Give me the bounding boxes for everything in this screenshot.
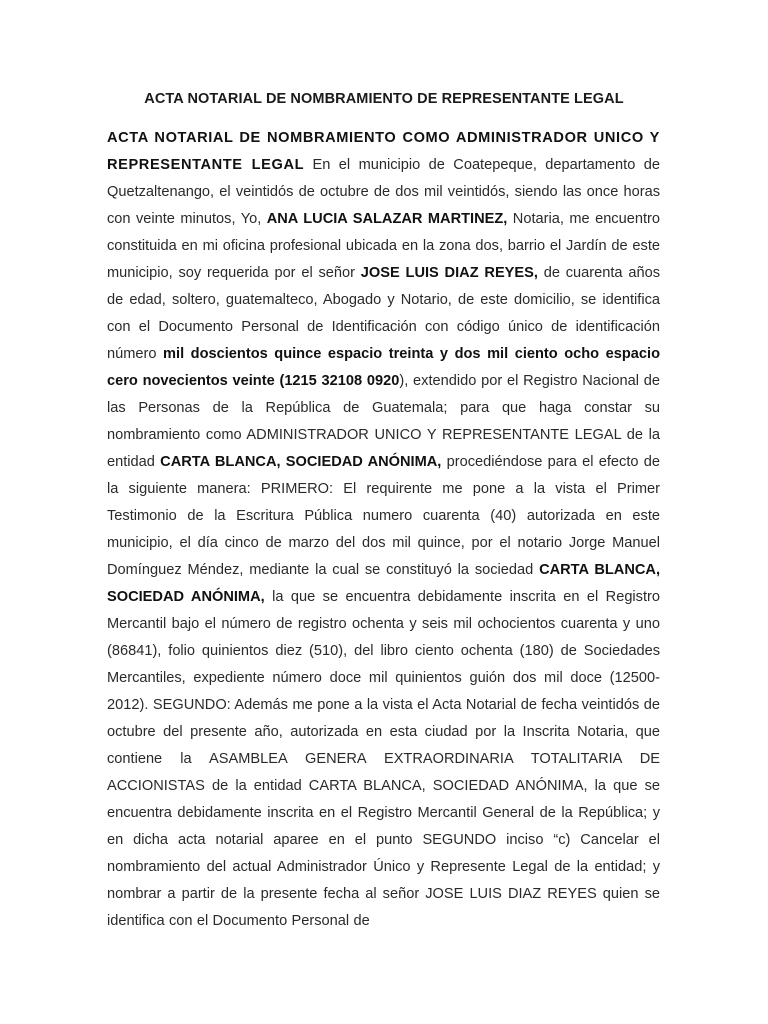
bold-text-segment: ACTA NOTARIAL DE NOMBRAMIENTO COMO ADMINISTRADOR UNICO Y REPRESENTANTE LEGAL <box>107 130 660 173</box>
text-segment: En el municipio de Coatepeque, departamento de Quetzaltenango, el veintidós de octubre de dos mil veintidós, siendo las once horas con veinte minutos, Yo, <box>107 157 660 227</box>
bold-text-segment: JOSE LUIS DIAZ REYES, <box>360 265 538 281</box>
text-segment: procediéndose para el efecto de la siguiente manera: PRIMERO: El requirente me pone a la vista el Primer Testimonio de la Escritura Pública numero cuarenta (40) autorizada en este municipio, el día cinco de marzo del dos mil quince, por el notario Jorge Manuel Domínguez Méndez, mediante la cual se constituyó la sociedad <box>107 454 660 578</box>
document-title: ACTA NOTARIAL DE NOMBRAMIENTO DE REPRESENTANTE LEGAL <box>144 91 624 107</box>
document-body <box>107 125 660 935</box>
bold-text-segment: mil doscientos quince espacio treinta y dos mil ciento ocho espacio cero novecientos veinte (1215 32108 0920 <box>107 346 661 389</box>
bold-text-segment: CARTA BLANCA, SOCIEDAD ANÓNIMA, <box>160 454 442 470</box>
text-segment: la que se encuentra debidamente inscrita en el Registro Mercantil bajo el número de registro ochenta y seis mil ochocientos cuarenta y uno (86841), folio quinientos diez (510), del libro ciento ochenta (180) de Sociedades Mercantiles, expediente número doce mil quinientos guión dos mil doce (12500-2012). SEGUNDO: Además me pone a la vista el Acta Notarial de fecha veintidós de octubre del presente año, autorizada en esta ciudad por la Inscrita Notaria, que contiene la ASAMBLEA GENERA EXTRAORDINARIA TOTALITARIA DE ACCIONISTAS de la entidad CARTA BLANCA, SOCIEDAD ANÓNIMA, la que se encuentra debidamente inscrita en el Registro Mercantil General de la República; y en dicha acta notarial aparee en el punto SEGUNDO inciso “c) Cancelar el nombramiento del actual Administrador Único y Represente Legal de la entidad; y nombrar a partir de la presente fecha al señor JOSE LUIS DIAZ REYES quien se identifica con el Documento Personal de <box>107 589 661 929</box>
text-segment: ), extendido por el Registro Nacional de las Personas de la República de Guatemala; para que haga constar su nombramiento como ADMINISTRADOR UNICO Y REPRESENTANTE LEGAL de la entidad <box>107 373 660 470</box>
text-segment: Notaria, me encuentro constituida en mi oficina profesional ubicada en la zona dos, barrio el Jardín de este municipio, soy requerida por el señor <box>107 211 660 281</box>
bold-text-segment: ANA LUCIA SALAZAR MARTINEZ, <box>266 211 508 227</box>
text-segment: de cuarenta años de edad, soltero, guatemalteco, Abogado y Notario, de este domicilio, se identifica con el Documento Personal de Identificación con código único de identificación número <box>107 265 660 362</box>
bold-text-segment: CARTA BLANCA, SOCIEDAD ANÓNIMA, <box>107 562 660 605</box>
